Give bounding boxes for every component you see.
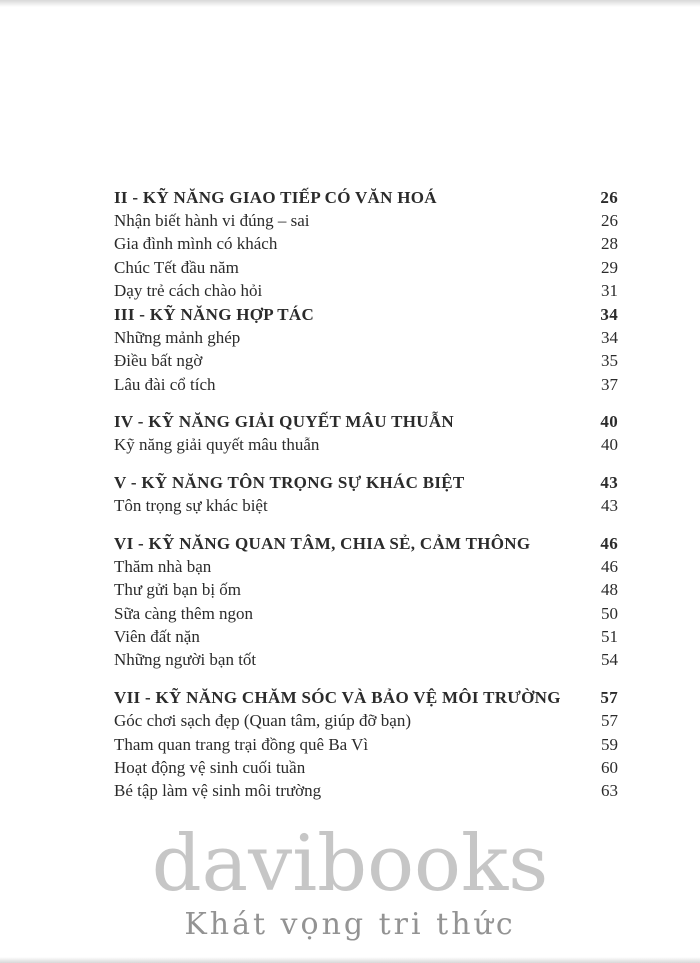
toc-item-page-number: 50 — [601, 603, 618, 623]
toc-section — [114, 532, 618, 672]
toc-item — [114, 233, 618, 256]
toc-item-page-number: 54 — [601, 650, 618, 670]
toc-item-page-number: 31 — [601, 281, 618, 301]
toc-item — [114, 256, 618, 279]
toc-item-page-number: 40 — [601, 435, 618, 455]
scan-edge-bottom — [0, 957, 700, 963]
toc-item — [114, 649, 618, 672]
toc-item-label: Nhận biết hành vi đúng – sai — [114, 211, 310, 231]
toc-section-title: III - KỸ NĂNG HỢP TÁC — [114, 304, 315, 324]
table-of-contents — [114, 186, 618, 803]
toc-item-label: Chúc Tết đầu năm — [114, 257, 239, 277]
toc-item — [114, 373, 618, 396]
toc-section-header — [114, 410, 618, 433]
toc-section-title: V - KỸ NĂNG TÔN TRỌNG SỰ KHÁC BIỆT — [114, 472, 465, 492]
toc-section-page-number: 43 — [600, 472, 618, 492]
toc-item-page-number: 43 — [601, 496, 618, 516]
toc-item-label: Gia đình mình có khách — [114, 234, 278, 254]
toc-section-page-number: 57 — [600, 687, 618, 707]
toc-item-page-number: 34 — [601, 327, 618, 347]
toc-item-label: Bé tập làm vệ sinh môi trường — [114, 781, 322, 801]
toc-item — [114, 434, 618, 457]
toc-section — [114, 186, 618, 303]
toc-section-title: IV - KỸ NĂNG GIẢI QUYẾT MÂU THUẪN — [114, 412, 455, 432]
toc-item-page-number: 59 — [601, 734, 618, 754]
toc-section-title: VII - KỸ NĂNG CHĂM SÓC VÀ BẢO VỆ MÔI TRƯỜNG — [114, 687, 561, 707]
toc-item-label: Thư gửi bạn bị ốm — [114, 580, 242, 600]
toc-section-title: II - KỸ NĂNG GIAO TIẾP CÓ VĂN HOÁ — [114, 187, 437, 207]
toc-item-label: Sữa càng thêm ngon — [114, 603, 254, 623]
toc-item — [114, 625, 618, 648]
watermark-tagline: Khát vọng tri thức — [184, 907, 516, 942]
watermark-brand: davibooks — [151, 819, 549, 910]
toc-item-label: Tôn trọng sự khác biệt — [114, 496, 268, 516]
toc-section-header — [114, 686, 618, 709]
toc-item-label: Thăm nhà bạn — [114, 556, 212, 576]
toc-item-page-number: 29 — [601, 257, 618, 277]
toc-item — [114, 209, 618, 232]
toc-section-header — [114, 303, 618, 326]
toc-item-label: Kỹ năng giải quyết mâu thuẫn — [114, 435, 320, 455]
toc-section-header — [114, 471, 618, 494]
toc-item — [114, 495, 618, 518]
watermark — [0, 819, 700, 942]
toc-item-label: Dạy trẻ cách chào hỏi — [114, 281, 263, 301]
toc-section-page-number: 26 — [600, 187, 618, 207]
toc-item-page-number: 37 — [601, 374, 618, 394]
toc-item-page-number: 51 — [601, 627, 618, 647]
toc-item — [114, 733, 618, 756]
toc-section-title: VI - KỸ NĂNG QUAN TÂM, CHIA SẺ, CẢM THÔNG — [114, 533, 531, 553]
toc-item-label: Góc chơi sạch đẹp (Quan tâm, giúp đỡ bạn) — [114, 711, 411, 731]
toc-item — [114, 555, 618, 578]
toc-item-page-number: 35 — [601, 351, 618, 371]
toc-section — [114, 303, 618, 397]
toc-item — [114, 579, 618, 602]
toc-section-header — [114, 532, 618, 555]
toc-item-label: Những người bạn tốt — [114, 650, 257, 670]
toc-item-page-number: 57 — [601, 711, 618, 731]
toc-item-page-number: 63 — [601, 781, 618, 801]
toc-item-page-number: 28 — [601, 234, 618, 254]
scan-edge-top — [0, 0, 700, 7]
toc-item — [114, 280, 618, 303]
toc-item — [114, 780, 618, 803]
toc-item-label: Những mảnh ghép — [114, 327, 241, 347]
toc-section — [114, 410, 618, 457]
toc-item-page-number: 46 — [601, 556, 618, 576]
toc-section-page-number: 34 — [600, 304, 618, 324]
toc-item-page-number: 48 — [601, 580, 618, 600]
toc-item-page-number: 60 — [601, 757, 618, 777]
toc-section-page-number: 40 — [600, 412, 618, 432]
toc-item — [114, 756, 618, 779]
toc-section-page-number: 46 — [600, 533, 618, 553]
toc-item — [114, 710, 618, 733]
toc-item — [114, 326, 618, 349]
toc-section — [114, 471, 618, 518]
toc-section — [114, 686, 618, 803]
toc-item-label: Tham quan trang trại đồng quê Ba Vì — [114, 734, 369, 754]
toc-item — [114, 350, 618, 373]
toc-item-label: Hoạt động vệ sinh cuối tuần — [114, 757, 306, 777]
toc-item-page-number: 26 — [601, 211, 618, 231]
toc-item-label: Viên đất nặn — [114, 627, 200, 647]
toc-section-header — [114, 186, 618, 209]
toc-item — [114, 602, 618, 625]
toc-item-label: Điều bất ngờ — [114, 351, 203, 371]
toc-item-label: Lâu đài cổ tích — [114, 374, 216, 394]
